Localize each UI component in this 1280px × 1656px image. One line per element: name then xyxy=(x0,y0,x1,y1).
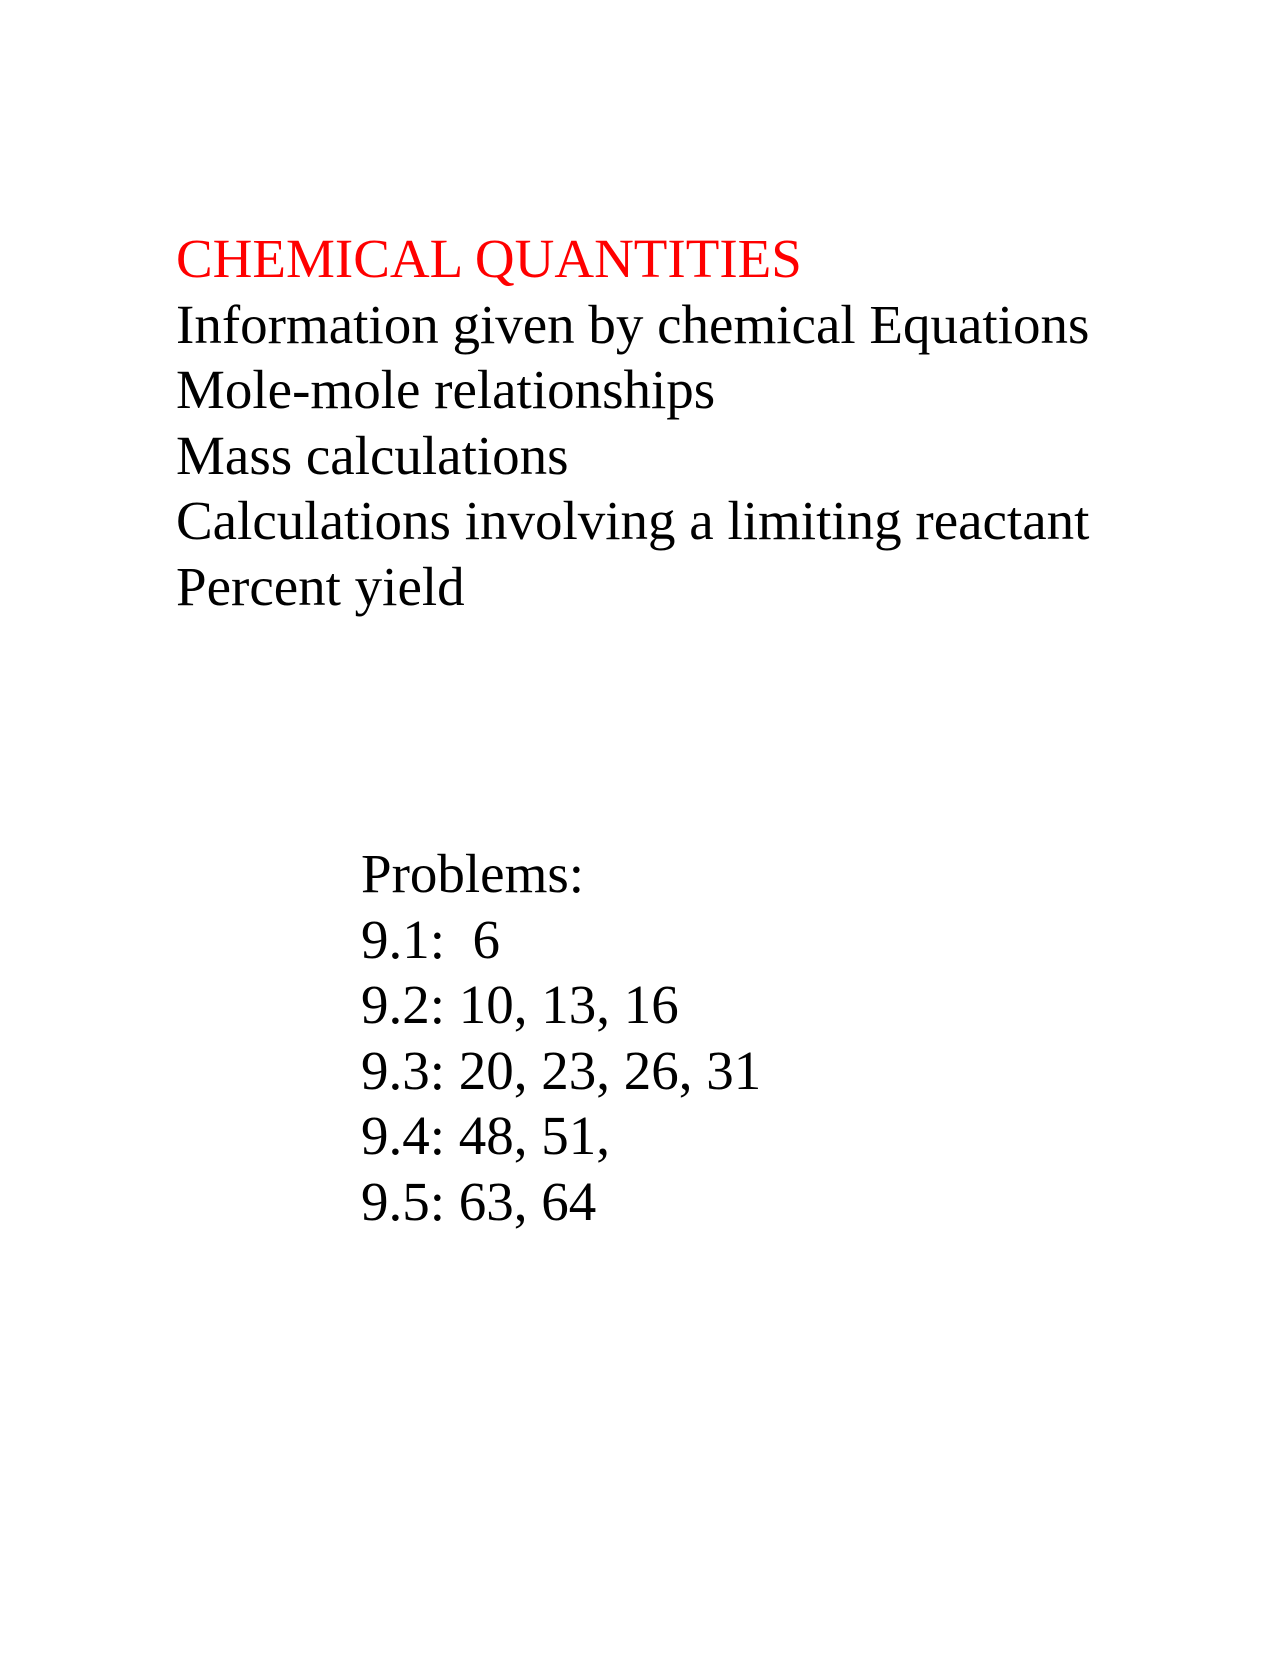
problems-list xyxy=(361,907,761,1235)
problem-section: 9.5: 63, 64 xyxy=(361,1170,597,1232)
problem-section: 9.1: 6 xyxy=(361,908,501,970)
topic-item: Percent yield xyxy=(176,555,465,617)
page-title: CHEMICAL QUANTITIES xyxy=(176,228,802,289)
topic-item: Information given by chemical Equations xyxy=(176,293,1090,355)
problem-section: 9.4: 48, 51, xyxy=(361,1105,611,1166)
topic-item: Calculations involving a limiting reactant xyxy=(176,490,1090,551)
problem-section: 9.2: 10, 13, 16 xyxy=(361,974,679,1035)
problems-heading: Problems: xyxy=(361,843,585,904)
problem-section: 9.3: 20, 23, 26, 31 xyxy=(361,1039,762,1101)
topic-outline xyxy=(176,226,1089,619)
topic-list xyxy=(176,292,1089,620)
topic-item: Mole-mole relationships xyxy=(176,359,716,420)
problems-block xyxy=(361,841,761,1234)
topic-item: Mass calculations xyxy=(176,424,569,486)
